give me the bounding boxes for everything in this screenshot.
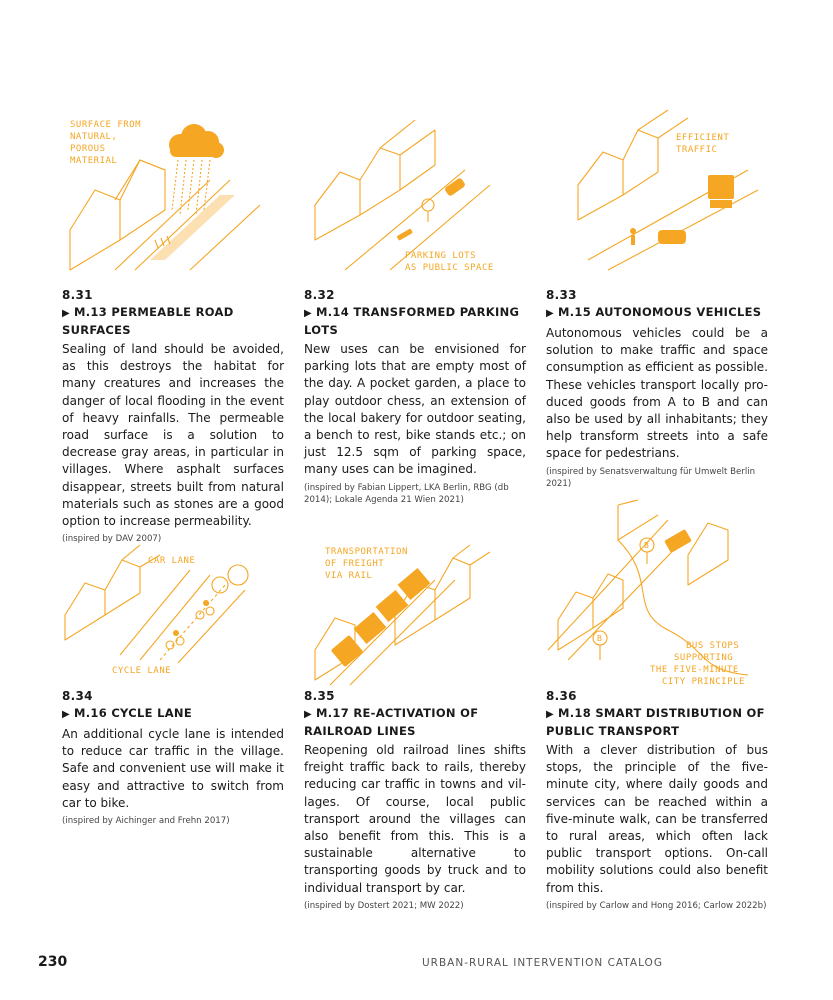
illus-label: SUPPORTING: [674, 653, 734, 663]
measure-source: (inspired by Carlow and Hong 2016; Carlow 2022b): [546, 900, 767, 911]
bus-stop-icon: [640, 538, 654, 564]
triangle-icon: ▶: [62, 709, 70, 720]
measure-title: ▶ M.14 TRANSFORMED PARKING LOTS: [304, 305, 520, 337]
figure-number: 8.32: [304, 288, 335, 302]
measure-description: Sealing of land should be avoided, as this destroys the habitat for many creatures and increases the danger of local flooding in the event of heavy rainfalls. The permeable road surface is a solution to decrease gray areas, in particular in villages. Where asphalt surfaces disappear, streets built from natural materials such as stones are a good option to increase permeability.: [62, 342, 284, 529]
page-number: 230: [38, 954, 68, 970]
measure-source: (inspired by Fabian Lippert, LKA Berlin, RBG (db 2014); Lokale Agenda 21 Wien 2021): [304, 482, 509, 505]
cyclist-icon: [196, 600, 214, 619]
illustration-bus-stops: [548, 500, 778, 690]
illustration-railroad: [305, 540, 535, 685]
svg-text:B: B: [597, 634, 603, 643]
illustration-cycle-lane: [60, 545, 290, 685]
figure-number: 8.33: [546, 288, 577, 302]
illus-label: TRAFFIC: [676, 145, 718, 155]
measure-title: ▶ M.16 CYCLE LANE: [62, 705, 284, 723]
triangle-icon: ▶: [546, 709, 554, 720]
tree-icon: [422, 199, 434, 222]
cyclist-icon: [166, 630, 184, 649]
illus-label: TRANSPORTATION: [325, 547, 408, 557]
measure-description: An additional cycle lane is intended to reduce car traffic in the village. Safe and convenient use will make it easy and attractive to switch from car to bike.: [62, 727, 284, 810]
figure-number: 8.34: [62, 689, 93, 703]
illus-label: EFFICIENT: [676, 133, 730, 143]
bus-stop-icon: [593, 631, 607, 660]
illus-label: PARKING LOTS: [405, 251, 477, 261]
illustration-permeable-road: [60, 110, 290, 280]
triangle-icon: ▶: [546, 308, 554, 319]
illustration-parking-lots: [305, 110, 535, 280]
cloud-icon: [169, 124, 224, 158]
pedestrian-icon: [630, 228, 636, 245]
illustration-autonomous-vehicles: [548, 110, 778, 280]
measure-description: New uses can be envisioned for parking lots that are empty most of the day. A pocket garden, a place to play outdoor chess, an extension of the local bakery for outdoor seating, a bench to rest, bike stands etc.; on just 12.5 sqm of parking space, many uses can be imagined.: [304, 342, 526, 477]
triangle-icon: ▶: [62, 308, 70, 319]
illus-label: OF FREIGHT: [325, 559, 385, 569]
truck-icon: [708, 175, 734, 208]
illus-label: POROUS: [70, 144, 106, 154]
illus-label: MATERIAL: [70, 156, 118, 166]
catalog-entry-m18: [546, 688, 768, 912]
measure-source: (inspired by Dostert 2021; MW 2022): [304, 900, 464, 911]
measure-description: With a clever distribution of bus stops, the principle of the five-minute city, where daily goods and services can be reached within a five-minute walk, can be transferred to rural areas, which often lack public transport options. On-call mobility solutions could also benefit from this.: [546, 743, 768, 895]
car-icon: [658, 230, 686, 244]
catalog-entry-m13: [62, 287, 284, 545]
measure-title: ▶ M.18 SMART DISTRIBUTION OF PUBLIC TRANSPORT: [546, 706, 765, 738]
car-icon: [444, 177, 466, 197]
train-icon: [331, 568, 431, 667]
measure-title: ▶ M.13 PERMEABLE ROAD SURFACES: [62, 305, 234, 337]
tree-icon: [212, 565, 248, 593]
figure-number: 8.35: [304, 689, 335, 703]
illus-label: THE FIVE-MINUTE: [650, 665, 739, 675]
measure-title: ▶ M.15 AUTONOMOUS VEHICLES: [546, 304, 768, 322]
measure-source: (inspired by Senatsverwaltung für Umwelt Berlin 2021): [546, 466, 756, 489]
measure-description: Reopening old railroad lines shifts freight traffic back to rails, thereby reducing car traffic in towns and villages. Of course, local public transport around the villages can also benefit from this. This is a sustainable alternative to transporting goods by truck and to individual transport by car.: [304, 743, 526, 895]
illus-label: CITY PRINCIPLE: [662, 677, 745, 687]
bench-icon: [397, 228, 413, 240]
catalog-entry-m15: [546, 287, 768, 490]
running-footer: URBAN-RURAL INTERVENTION CATALOG: [422, 957, 663, 969]
rain-icon: [172, 160, 210, 215]
measure-source: (inspired by DAV 2007): [62, 534, 162, 545]
illus-label: CAR LANE: [148, 556, 196, 566]
illus-label: NATURAL,: [70, 132, 118, 142]
bus-icon: [664, 529, 692, 553]
triangle-icon: ▶: [304, 709, 312, 720]
svg-text:B: B: [644, 541, 650, 550]
figure-number: 8.36: [546, 689, 577, 703]
illus-label: AS PUBLIC SPACE: [405, 263, 494, 273]
catalog-entry-m17: [304, 688, 526, 912]
catalog-entry-m14: [304, 287, 526, 506]
illus-label: CYCLE LANE: [112, 666, 172, 676]
illus-label: BUS STOPS: [686, 641, 740, 651]
illus-label: VIA RAIL: [325, 571, 373, 581]
figure-number: 8.31: [62, 288, 93, 302]
triangle-icon: ▶: [304, 308, 312, 319]
measure-description: Autonomous vehicles could be a solution to make traffic and space consumption as efficient as possible. These vehicles transport locally produced goods from A to B and can also be used by all inhabitants; they help transform streets into a safe space for pedestrians.: [546, 326, 768, 461]
catalog-entry-m16: [62, 688, 284, 827]
measure-title: ▶ M.17 RE-ACTIVATION OF RAILROAD LINES: [304, 706, 479, 738]
measure-source: (inspired by Aichinger and Frehn 2017): [62, 816, 230, 827]
illus-label: SURFACE FROM: [70, 120, 142, 130]
